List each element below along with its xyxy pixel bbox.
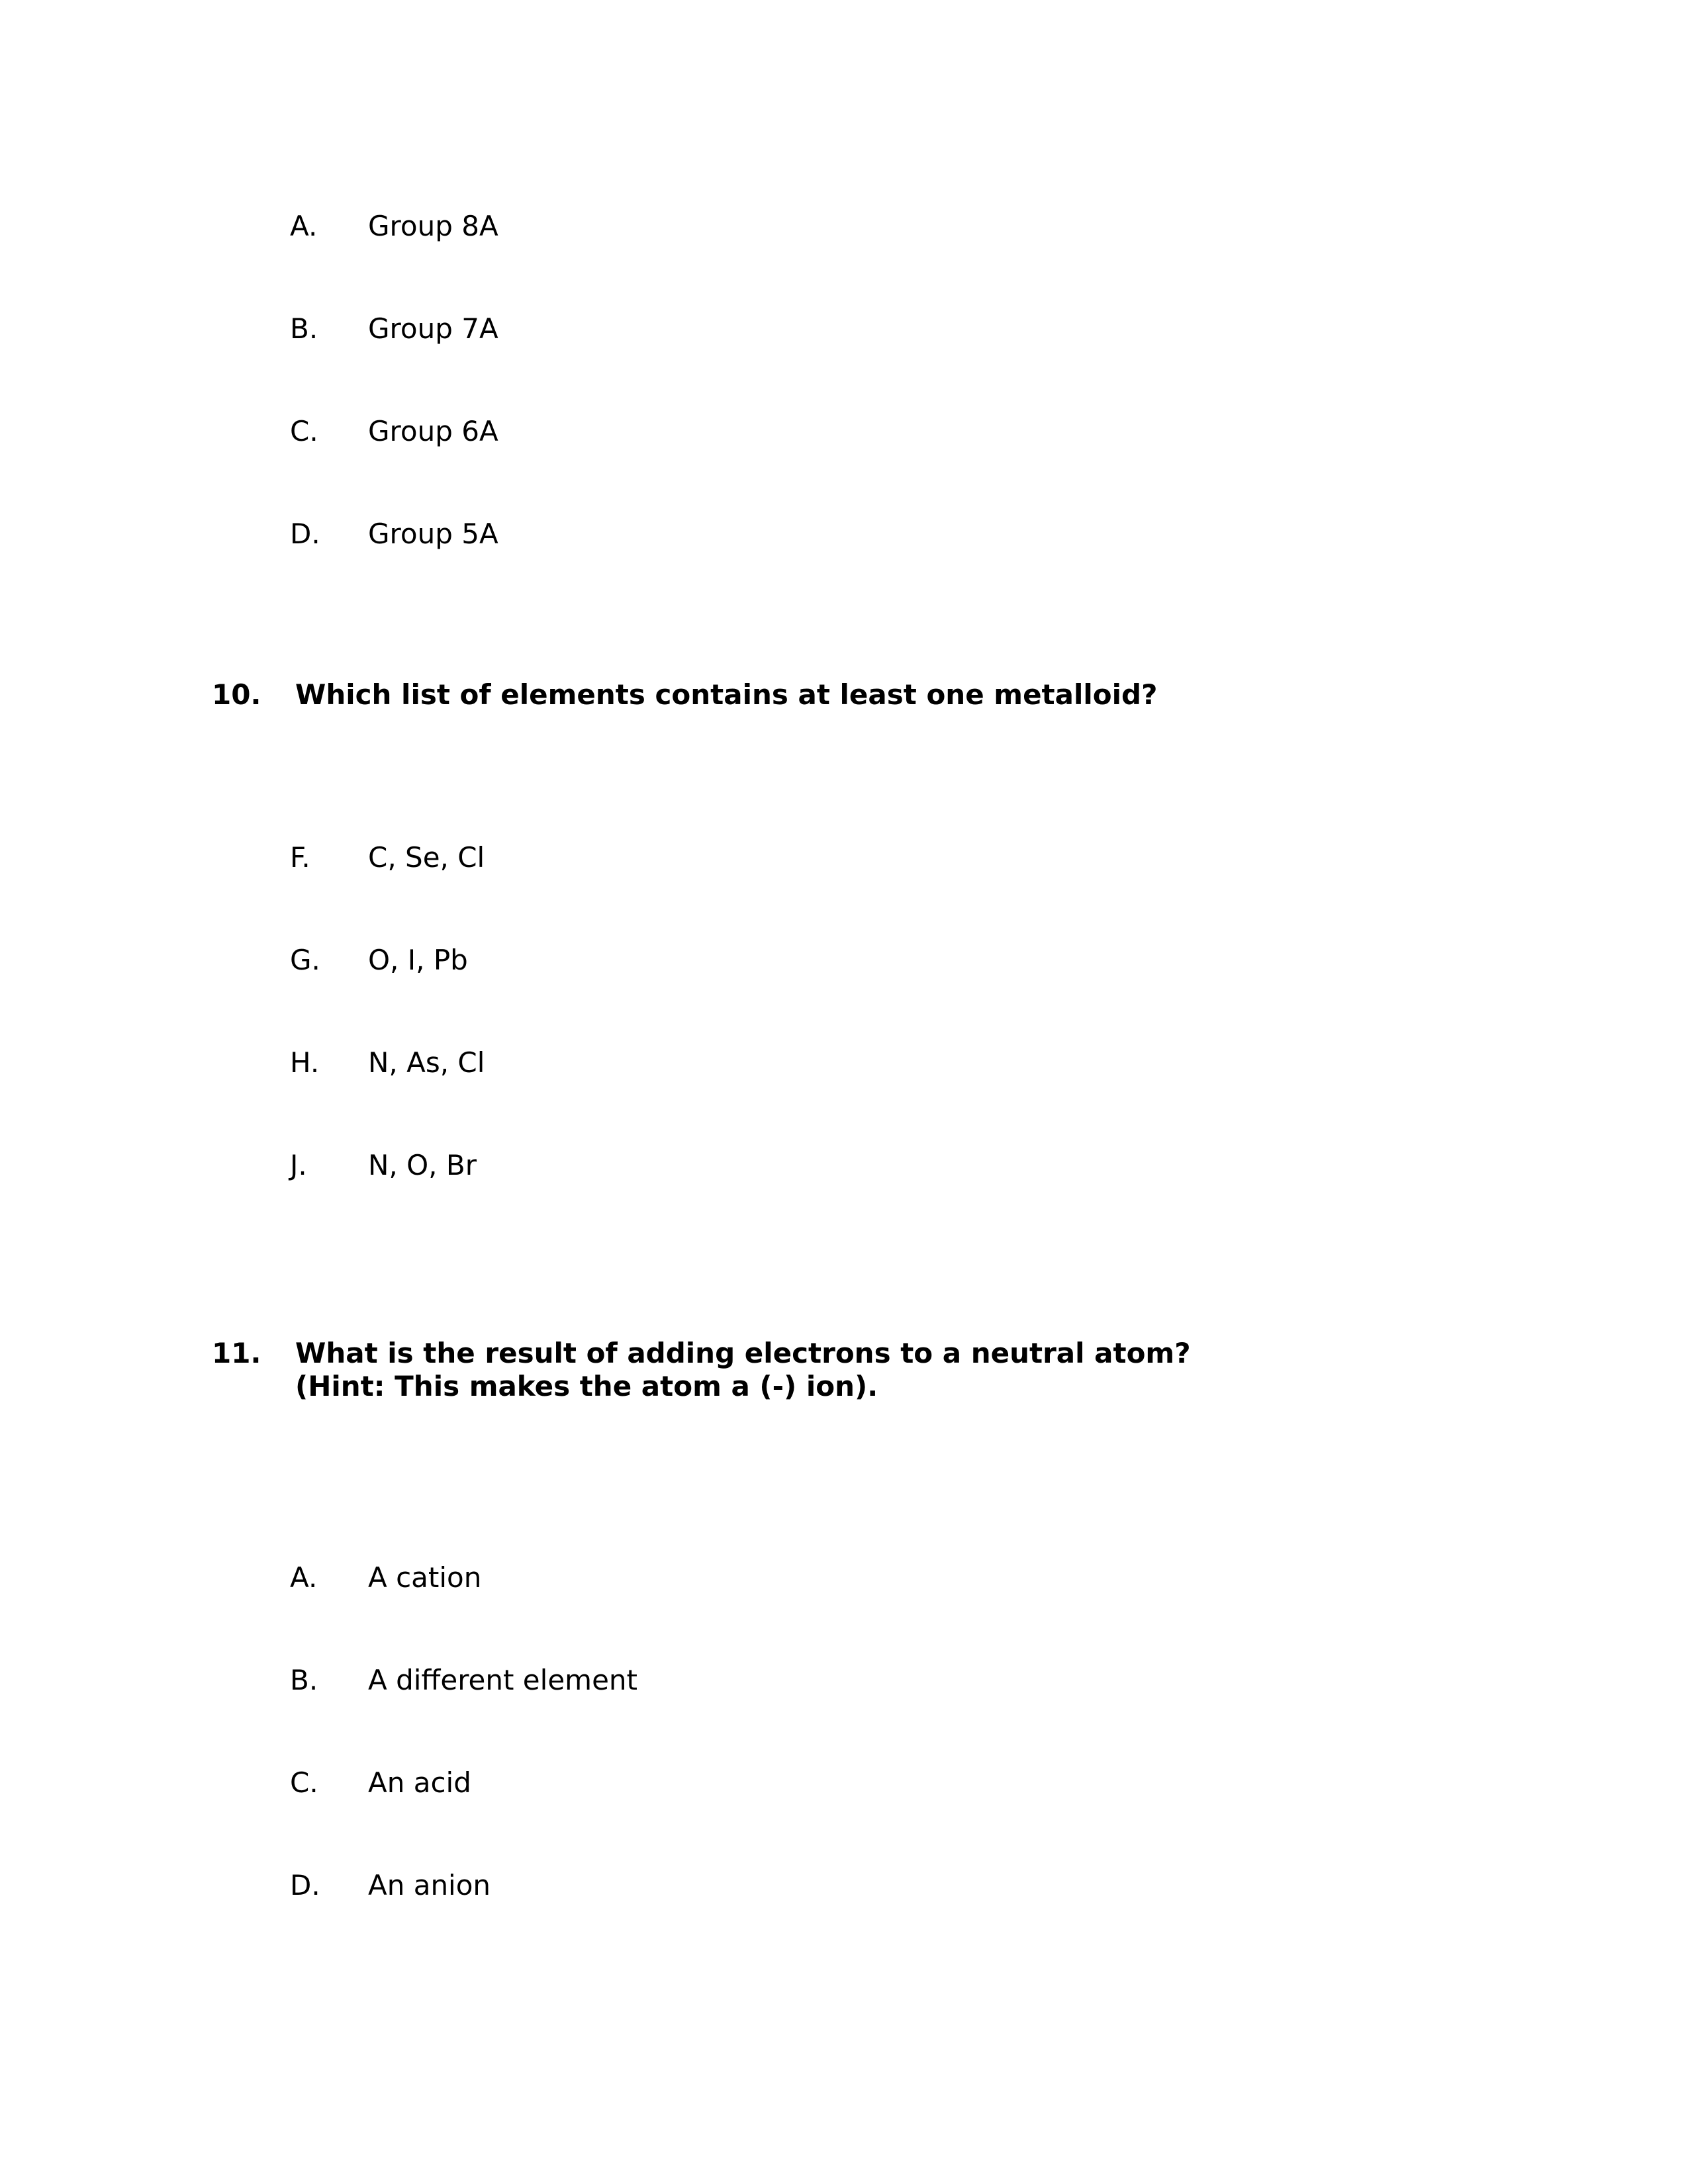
choice-letter: B. — [290, 1664, 318, 1696]
choice-text: Group 7A — [368, 312, 498, 345]
choice-text: Group 6A — [368, 415, 498, 447]
choice-letter: C. — [290, 415, 318, 447]
choice-text: N, As, Cl — [368, 1046, 485, 1079]
choice-q10-j — [0, 1146, 1688, 1185]
choice-letter: H. — [290, 1046, 320, 1079]
choice-letter: D. — [290, 518, 320, 550]
choice-q10-g — [0, 940, 1688, 980]
choice-text: Group 5A — [368, 518, 498, 550]
choice-prev-d — [0, 514, 1688, 554]
choice-prev-c — [0, 412, 1688, 451]
choice-text: A different element — [368, 1664, 637, 1696]
choice-text: C, Se, Cl — [368, 841, 485, 874]
question-text — [295, 1337, 1191, 1403]
choice-letter: G. — [290, 944, 320, 976]
choice-text: Group 8A — [368, 210, 498, 242]
choice-q10-f — [0, 838, 1688, 878]
choice-q11-b — [0, 1661, 1688, 1700]
question-number: 10. — [212, 678, 261, 711]
choice-q11-a — [0, 1558, 1688, 1598]
choice-prev-b — [0, 309, 1688, 349]
question-number: 11. — [212, 1337, 261, 1369]
choice-letter: F. — [290, 841, 310, 874]
choice-text: A cation — [368, 1561, 482, 1594]
choice-q11-c — [0, 1763, 1688, 1803]
question-text — [295, 678, 1157, 711]
choice-letter: B. — [290, 312, 318, 345]
choice-text: An acid — [368, 1766, 471, 1799]
choice-letter: J. — [290, 1149, 307, 1181]
choice-text: N, O, Br — [368, 1149, 477, 1181]
choice-q10-h — [0, 1043, 1688, 1083]
choice-letter: D. — [290, 1869, 320, 1901]
choice-letter: A. — [290, 210, 318, 242]
choice-text: O, I, Pb — [368, 944, 468, 976]
choice-text: An anion — [368, 1869, 491, 1901]
question-text-line: What is the result of adding electrons to a neutral atom? — [295, 1337, 1191, 1369]
choice-letter: A. — [290, 1561, 318, 1594]
choice-prev-a — [0, 206, 1688, 246]
question-text-line: (Hint: This makes the atom a (-) ion). — [295, 1370, 878, 1402]
choice-q11-d — [0, 1866, 1688, 1905]
choice-letter: C. — [290, 1766, 318, 1799]
question-text-line: Which list of elements contains at least one metalloid? — [295, 678, 1158, 711]
